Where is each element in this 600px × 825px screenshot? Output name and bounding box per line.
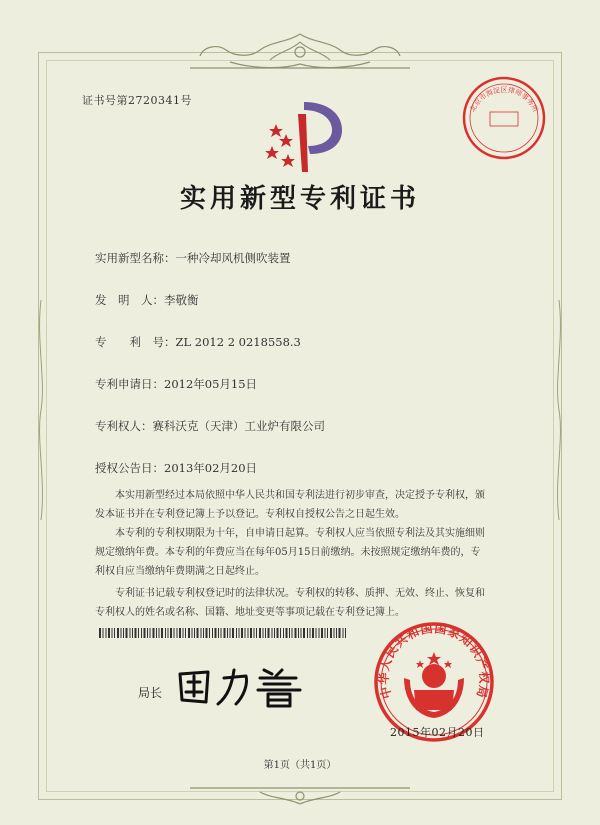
barcode-bar	[295, 628, 297, 638]
barcode-bar	[307, 628, 308, 638]
patent-number-label: 专 利 号：	[95, 335, 176, 349]
barcode-bar	[345, 628, 346, 638]
barcode-bar	[183, 628, 184, 638]
patentee	[95, 418, 325, 434]
utility-model-name-label: 实用新型名称：	[95, 251, 176, 265]
barcode-bar	[256, 628, 257, 638]
director-signature	[172, 664, 312, 710]
barcode-bar	[268, 628, 270, 638]
barcode-bar	[241, 628, 243, 638]
barcode-bar	[263, 628, 264, 638]
svg-text:北京市海淀区律师事务所	[468, 85, 541, 113]
barcode-bar	[224, 628, 226, 638]
barcode-bar	[319, 628, 320, 638]
barcode-bar	[99, 628, 101, 638]
barcode	[99, 628, 347, 638]
paragraph-2-line-2: 规定缴纳年费。本专利的年费应当在每年05月15日前缴纳。未按照规定缴纳年费的，专	[95, 547, 481, 558]
director-label: 局长	[138, 686, 163, 700]
barcode-bar	[108, 628, 110, 638]
filing-date-value: 2012年05月15日	[164, 377, 258, 391]
barcode-bar	[112, 628, 113, 638]
barcode-bar	[144, 628, 146, 638]
small-seal-text: 北京市海淀区律师事务所	[468, 86, 540, 114]
barcode-bar	[135, 628, 137, 638]
grant-date-label: 授权公告日：	[95, 461, 164, 475]
barcode-bar	[292, 628, 293, 638]
barcode-bar	[153, 628, 155, 638]
barcode-bar	[227, 628, 228, 638]
barcode-bar	[310, 628, 311, 638]
barcode-bar	[188, 628, 190, 638]
barcode-bar	[194, 628, 195, 638]
barcode-bar	[132, 628, 133, 638]
filing-date-label: 专利申请日：	[95, 377, 164, 391]
barcode-bar	[280, 628, 281, 638]
barcode-bar	[312, 628, 314, 638]
barcode-bar	[147, 628, 148, 638]
barcode-bar	[265, 628, 266, 638]
paragraph-3-line-1: 专利证书记载专利权登记时的法律状况。专利权的转移、质押、无效、终止、恢复和	[115, 588, 485, 599]
patent-number-value: ZL 2012 2 0218558.3	[175, 335, 301, 349]
barcode-bar	[250, 628, 252, 638]
barcode-bar	[103, 628, 104, 638]
barcode-bar	[201, 628, 202, 638]
barcode-bar	[150, 628, 151, 638]
barcode-bar	[272, 628, 273, 638]
barcode-bar	[232, 628, 234, 638]
barcode-bar	[334, 628, 335, 638]
agency-seal	[460, 74, 548, 162]
barcode-bar	[301, 628, 302, 638]
barcode-bar	[159, 628, 160, 638]
barcode-bar	[123, 628, 124, 638]
barcode-bar	[121, 628, 122, 638]
paragraph-1	[95, 486, 535, 524]
paragraph-3-line-2: 专利权人的姓名或名称、国籍、地址变更等事项记载在专利登记簿上。	[95, 607, 405, 618]
barcode-bar	[283, 628, 284, 638]
barcode-bar	[177, 628, 178, 638]
paragraph-1-line-1: 本实用新型经过本局依照中华人民共和国专利法进行初步审查，决定授予专利权，颁	[115, 490, 485, 501]
barcode-bar	[117, 628, 119, 638]
barcode-bar	[156, 628, 157, 638]
barcode-bar	[203, 628, 204, 638]
barcode-bar	[239, 628, 240, 638]
barcode-bar	[138, 628, 139, 638]
barcode-bar	[161, 628, 163, 638]
paragraph-2	[95, 524, 535, 581]
paragraph-3	[95, 584, 535, 622]
barcode-bar	[236, 628, 237, 638]
barcode-bar	[248, 628, 249, 638]
patent-number	[95, 334, 301, 350]
barcode-bar	[165, 628, 166, 638]
barcode-bar	[336, 628, 337, 638]
right-ornament	[552, 300, 566, 520]
barcode-bar	[179, 628, 181, 638]
inventor-value: 李敬衡	[164, 293, 199, 307]
barcode-bar	[106, 628, 107, 638]
utility-model-name	[95, 250, 291, 266]
top-ornament	[170, 28, 430, 78]
left-ornament	[34, 300, 48, 520]
inventor	[95, 292, 199, 308]
barcode-bar	[325, 628, 326, 638]
barcode-bar	[197, 628, 199, 638]
barcode-bar	[218, 628, 219, 638]
bottom-ornament	[170, 782, 430, 812]
grant-date-value: 2013年02月20日	[164, 461, 258, 475]
filing-date	[95, 376, 257, 392]
barcode-bar	[212, 628, 213, 638]
barcode-bar	[126, 628, 128, 638]
barcode-bar	[316, 628, 317, 638]
certificate-title: 实用新型专利证书	[179, 184, 420, 214]
utility-model-name-value: 一种冷却风机侧吹装置	[175, 251, 291, 265]
barcode-bar	[343, 628, 344, 638]
barcode-bar	[254, 628, 255, 638]
barcode-bar	[168, 628, 169, 638]
big-seal-text: 中华人民共和国国家知识产权局	[376, 621, 492, 701]
seal-date: 2015年02月20日	[390, 726, 485, 739]
barcode-bar	[330, 628, 332, 638]
grant-date	[95, 460, 257, 476]
barcode-bar	[215, 628, 217, 638]
barcode-bar	[130, 628, 131, 638]
barcode-bar	[170, 628, 172, 638]
barcode-bar	[286, 628, 288, 638]
barcode-bar	[209, 628, 210, 638]
barcode-bar	[274, 628, 275, 638]
barcode-bar	[327, 628, 328, 638]
barcode-bar	[321, 628, 323, 638]
patentee-label: 专利权人：	[95, 419, 153, 433]
barcode-bar	[289, 628, 290, 638]
barcode-bar	[185, 628, 186, 638]
barcode-bar	[303, 628, 305, 638]
barcode-bar	[298, 628, 299, 638]
barcode-bar	[174, 628, 175, 638]
page-number: 第1页（共1页）	[263, 760, 337, 771]
barcode-bar	[221, 628, 222, 638]
patentee-value: 赛科沃克（天津）工业炉有限公司	[152, 419, 325, 433]
barcode-bar	[230, 628, 231, 638]
barcode-bar	[277, 628, 279, 638]
paragraph-2-line-3: 利权自应当缴纳年费期满之日起终止。	[95, 566, 265, 577]
inventor-label: 发 明 人：	[95, 293, 164, 307]
barcode-bar	[206, 628, 208, 638]
paragraph-2-line-1: 本专利的专利权期限为十年，自申请日起算。专利权人应当依照专利法及其实施细则	[115, 528, 485, 539]
barcode-bar	[339, 628, 341, 638]
barcode-bar	[141, 628, 142, 638]
barcode-bar	[259, 628, 261, 638]
barcode-bar	[114, 628, 115, 638]
barcode-bar	[245, 628, 246, 638]
barcode-bar	[192, 628, 193, 638]
paragraph-1-line-2: 发本证书并在专利登记簿上予以登记。专利权自授权公告之日起生效。	[95, 509, 405, 520]
certificate-number: 证书号第2720341号	[82, 94, 192, 107]
patent-office-logo-icon	[258, 94, 354, 176]
